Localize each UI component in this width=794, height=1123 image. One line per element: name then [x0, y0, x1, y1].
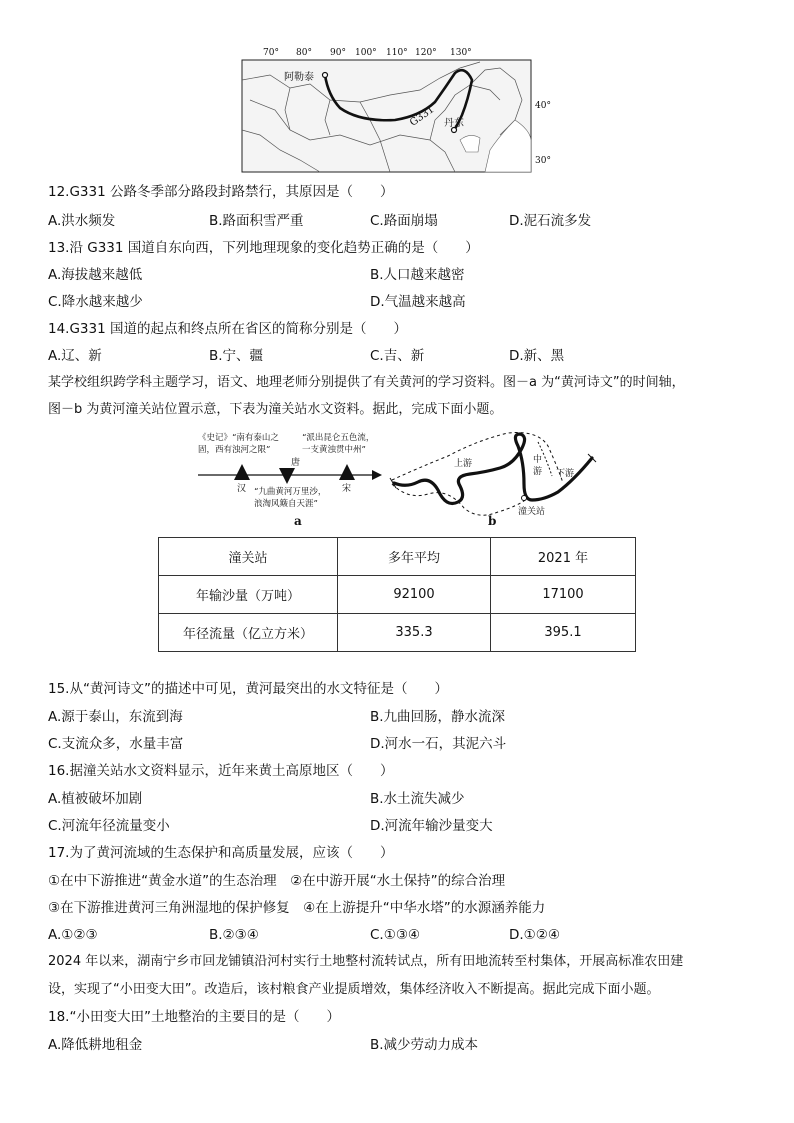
q15-option-c[interactable]: C.支流众多，水量丰富 [48, 736, 184, 752]
q14-option-c[interactable]: C.吉、新 [370, 348, 425, 364]
question-16-stem: 16.据潼关站水文资料显示，近年来黄土高原地区（ ） [48, 763, 394, 779]
q17-option-d[interactable]: D.①②④ [509, 927, 560, 943]
q16-option-c[interactable]: C.河流年径流量变小 [48, 818, 170, 834]
lon-tick: 110° [386, 48, 408, 58]
tongguan-station-sketch [388, 428, 598, 528]
era-han: 汉 [237, 484, 247, 494]
lon-tick: 130° [450, 48, 472, 58]
q16-option-b[interactable]: B.水土流失减少 [370, 791, 465, 807]
q17-option-b[interactable]: B.②③④ [209, 927, 259, 943]
timeline-quote-2-line-1: “派出昆仑五色流， [302, 433, 375, 443]
timeline-quote-2-line-2: 一支黄浊贯中州” [302, 445, 366, 455]
q17-statements-line-1: ①在中下游推进“黄金水道”的生态治理 ②在中游开展“水土保持”的综合治理 [48, 873, 506, 889]
table-header: 潼关站 [159, 538, 338, 576]
q12-option-c[interactable]: C.路面崩塌 [370, 213, 438, 229]
q15-option-d[interactable]: D.河水一石，其泥六斗 [370, 736, 507, 752]
intro-paragraph-1-line-2: 图－b 为黄河潼关站位置示意，下表为潼关站水文资料。据此，完成下面小题。 [48, 402, 503, 417]
table-cell: 395.1 [491, 614, 636, 652]
lon-tick: 70° [263, 48, 279, 58]
altay-point [323, 73, 328, 78]
timeline-quote-3-line-1: “九曲黄河万里沙， [254, 487, 327, 497]
lon-tick: 90° [330, 48, 346, 58]
song-marker [339, 464, 355, 480]
lower-reach-label: 下游 [556, 469, 575, 479]
q14-option-d[interactable]: D.新、黑 [509, 348, 565, 364]
tongguan-station-label: 潼关站 [518, 507, 546, 517]
q12-option-d[interactable]: D.泥石流多发 [509, 213, 592, 229]
timeline-quote-3-line-2: 浪淘风簸自天涯” [254, 499, 318, 509]
tongguan-station-point [522, 496, 527, 501]
timeline-quote-1-line-2: 固，西有浊河之限” [198, 445, 271, 455]
q13-option-d[interactable]: D.气温越来越高 [370, 294, 466, 310]
q13-option-c[interactable]: C.降水越来越少 [48, 294, 143, 310]
lon-tick: 80° [296, 48, 312, 58]
table-row [159, 614, 636, 652]
intro-paragraph-2-line-2: 设，实现了“小田变大田”。改造后，该村粮食产业提质增效，集体经济收入不断提高。据此完成下面小题。 [48, 982, 660, 997]
question-17-stem: 17.为了黄河流域的生态保护和高质量发展，应该（ ） [48, 845, 394, 861]
upper-reach-label: 上游 [454, 459, 473, 469]
yellow-river-poem-timeline [190, 428, 390, 528]
table-cell: 92100 [338, 576, 491, 614]
tang-marker [279, 468, 295, 484]
q12-option-a[interactable]: A.洪水频发 [48, 213, 116, 229]
q15-option-a[interactable]: A.源于泰山，东流到海 [48, 709, 183, 725]
question-15-stem: 15.从“黄河诗文”的描述中可见，黄河最突出的水文特征是（ ） [48, 681, 448, 697]
dandong-label: 丹东 [444, 118, 464, 129]
g331-route-map [230, 40, 570, 175]
q18-option-b[interactable]: B.减少劳动力成本 [370, 1037, 479, 1053]
intro-paragraph-1-line-1: 某学校组织跨学科主题学习，语文、地理老师分别提供了有关黄河的学习资料。图－a 为“黄河诗文”的时间轴， [48, 375, 685, 390]
table-header: 2021 年 [491, 538, 636, 576]
q16-option-a[interactable]: A.植被破坏加剧 [48, 791, 143, 807]
timeline-quote-1-line-1: 《史记》“南有泰山之 [198, 433, 279, 443]
table-row [159, 576, 636, 614]
table-cell: 17100 [491, 576, 636, 614]
q15-option-b[interactable]: B.九曲回肠，静水流深 [370, 709, 506, 725]
table-header: 多年平均 [338, 538, 491, 576]
q13-option-b[interactable]: B.人口越来越密 [370, 267, 465, 283]
era-song: 宋 [342, 484, 352, 494]
q13-option-a[interactable]: A.海拔越来越低 [48, 267, 143, 283]
question-12-stem: 12.G331 公路冬季部分路段封路禁行，其原因是（ ） [48, 184, 394, 200]
lon-tick: 100° [355, 48, 377, 58]
table-cell: 年输沙量（万吨） [159, 576, 338, 614]
table-cell: 335.3 [338, 614, 491, 652]
table-cell: 年径流量（亿立方米） [159, 614, 338, 652]
q14-option-b[interactable]: B.宁、疆 [209, 348, 264, 364]
q16-option-d[interactable]: D.河流年输沙量变大 [370, 818, 493, 834]
q12-option-b[interactable]: B.路面积雪严重 [209, 213, 304, 229]
q17-option-a[interactable]: A.①②③ [48, 927, 98, 943]
lat-tick: 30° [535, 156, 551, 166]
table-header-row [159, 538, 636, 576]
lon-tick: 120° [415, 48, 437, 58]
han-marker [234, 464, 250, 480]
lat-tick: 40° [535, 101, 551, 111]
middle-reach-label-2: 游 [533, 467, 543, 477]
intro-paragraph-2-line-1: 2024 年以来，湖南宁乡市回龙铺镇沿河村实行土地整村流转试点，所有田地流转至村集体，开展高标准农田建 [48, 954, 684, 969]
question-14-stem: 14.G331 国道的起点和终点所在省区的简称分别是（ ） [48, 321, 407, 337]
q18-option-a[interactable]: A.降低耕地租金 [48, 1037, 143, 1053]
figure-a-caption: a [294, 514, 302, 528]
middle-reach-label-1: 中 [533, 455, 543, 465]
q14-option-a[interactable]: A.辽、新 [48, 348, 102, 364]
era-tang: 唐 [291, 458, 301, 468]
altay-label: 阿勒泰 [284, 72, 314, 83]
q17-statements-line-2: ③在下游推进黄河三角洲湿地的保护修复 ④在上游提升“中华水塔”的水源涵养能力 [48, 900, 546, 916]
question-18-stem: 18.“小田变大田”土地整治的主要目的是（ ） [48, 1009, 340, 1025]
q17-option-c[interactable]: C.①③④ [370, 927, 421, 943]
g331-label: G331 [408, 104, 437, 129]
figure-b-caption: b [488, 514, 497, 528]
question-13-stem: 13.沿 G331 国道自东向西，下列地理现象的变化趋势正确的是（ ） [48, 240, 479, 256]
tongguan-hydrology-table [158, 537, 636, 652]
